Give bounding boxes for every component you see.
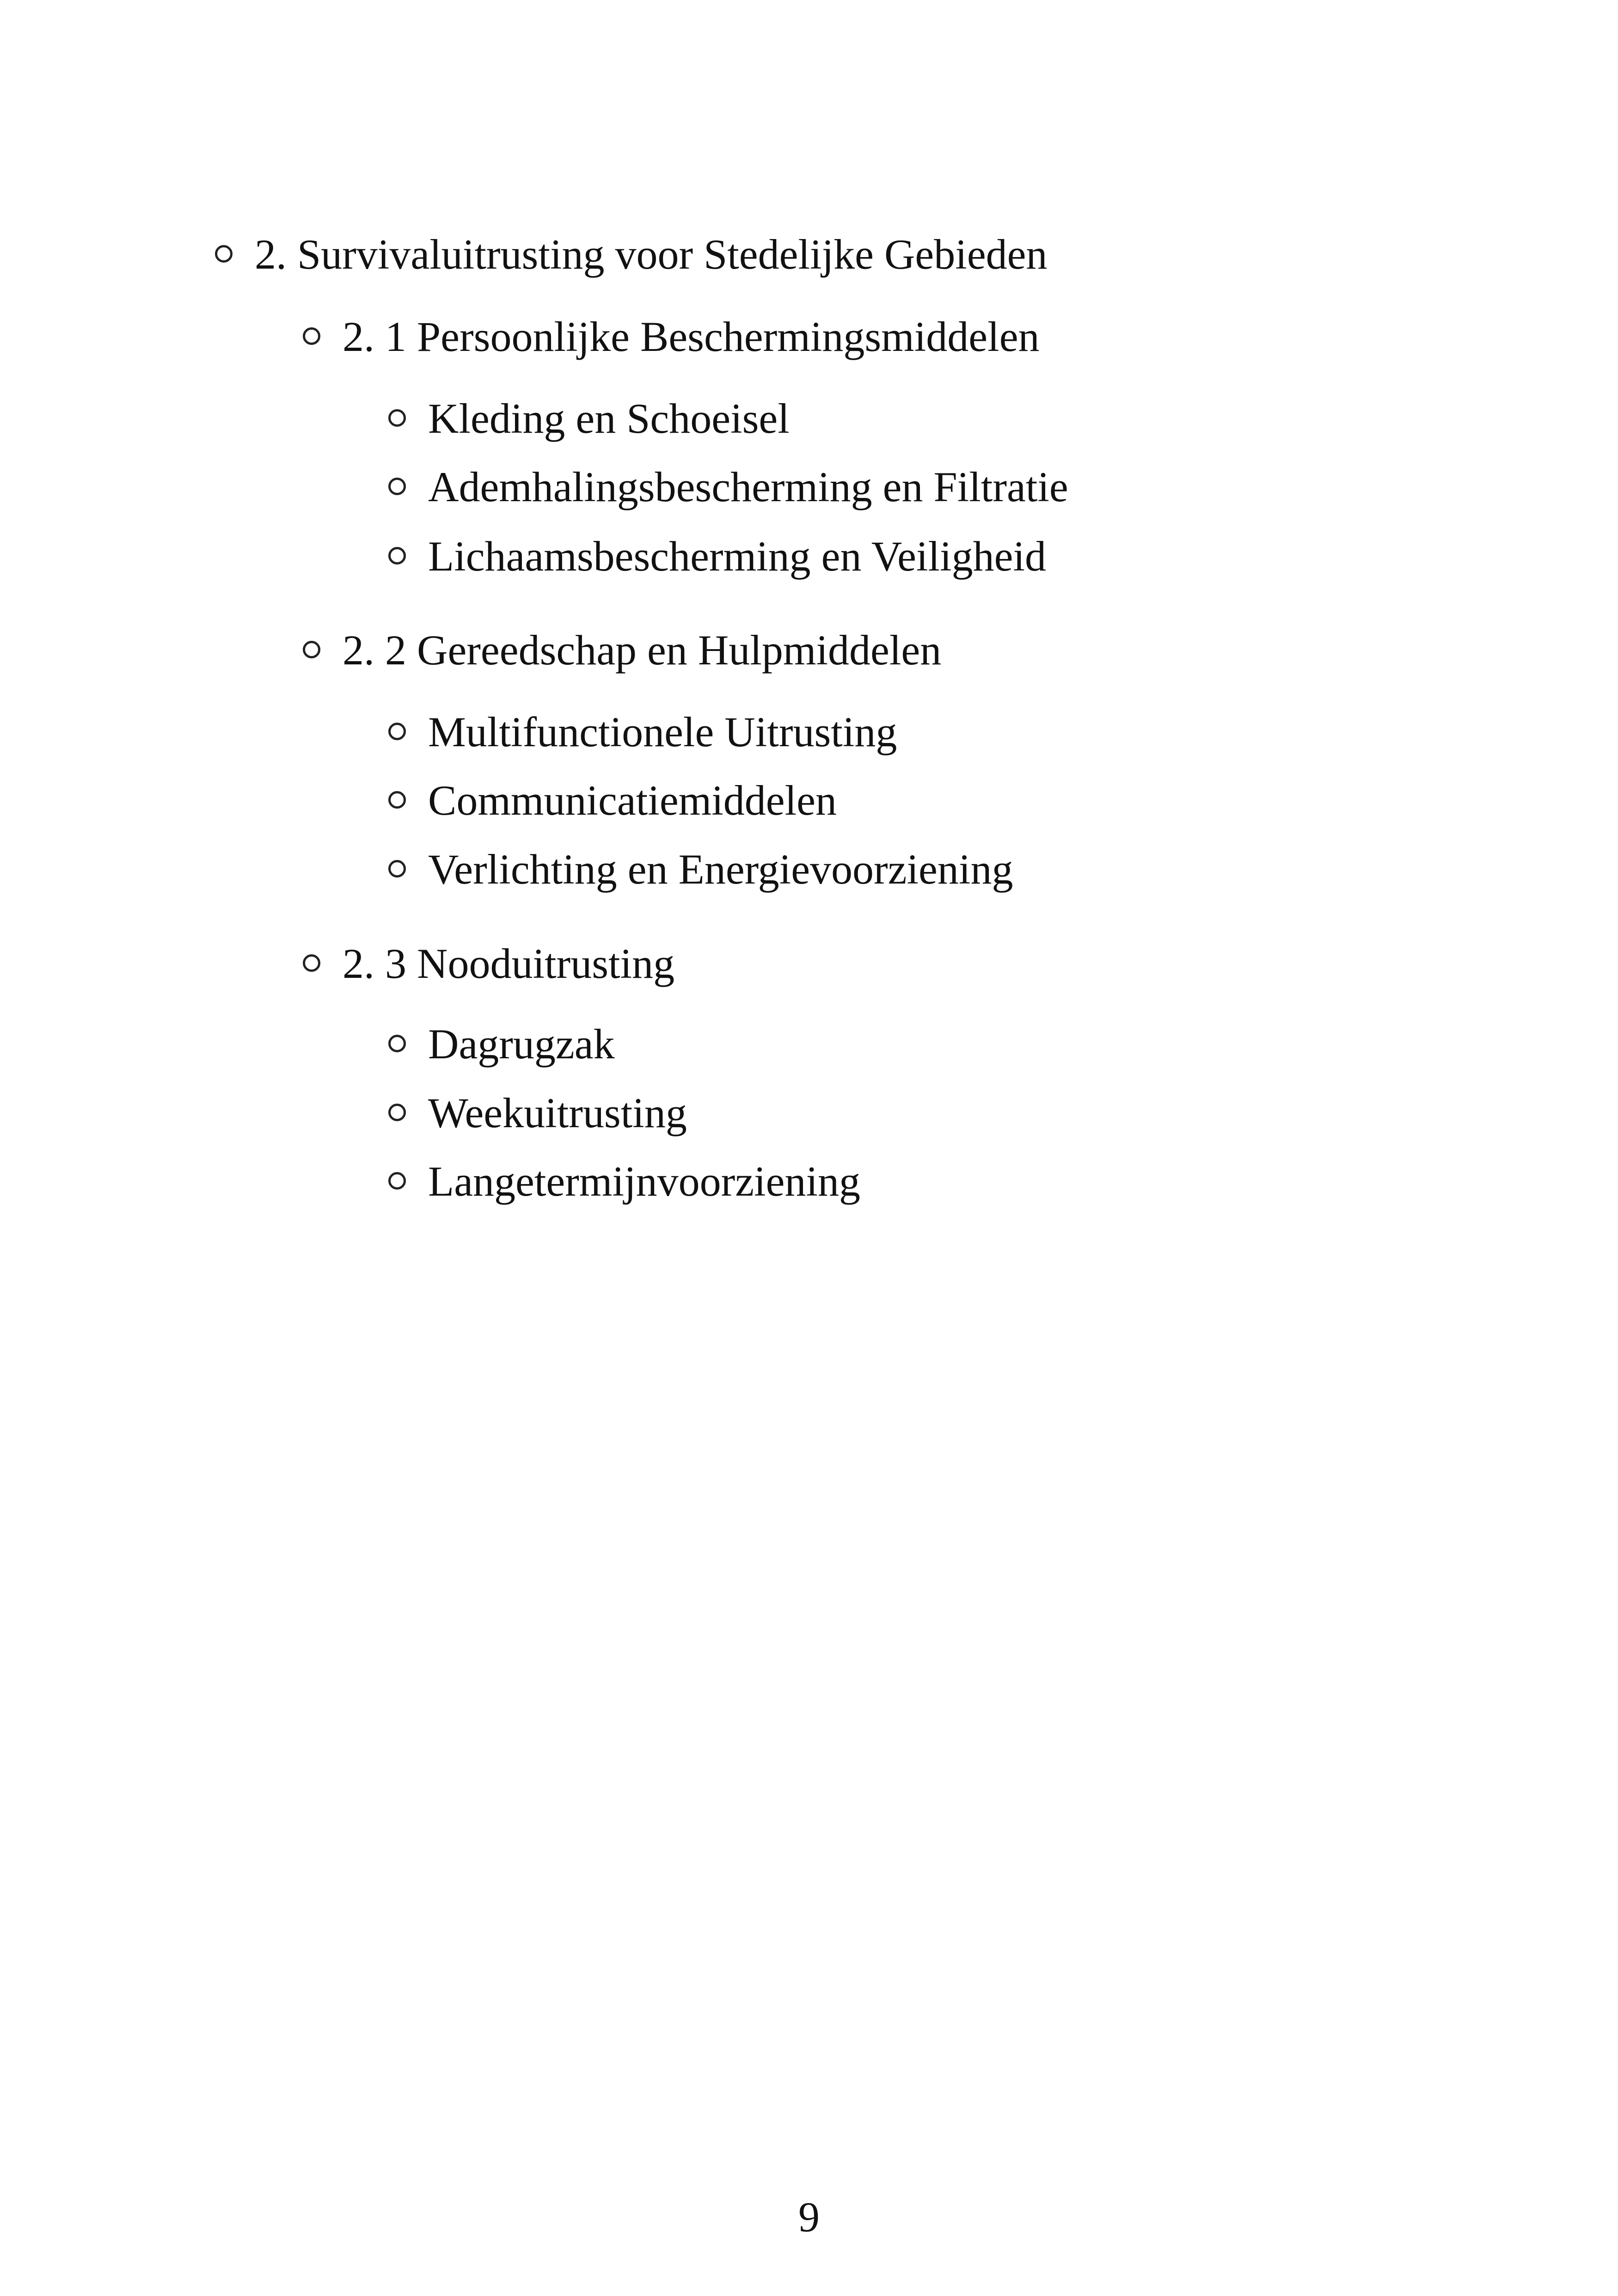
hollow-circle-bullet-icon [303,954,320,972]
toc-item-label: Lichaamsbescherming en Veiligheid [428,533,1047,580]
hollow-circle-bullet-icon [388,1035,406,1052]
hollow-circle-bullet-icon [215,245,233,263]
toc-item-label: Multifunctionele Uitrusting [428,708,897,755]
toc-item-label: Ademhalingsbescherming en Filtratie [428,463,1068,510]
hollow-circle-bullet-icon [303,327,320,345]
hollow-circle-bullet-icon [388,409,406,427]
hollow-circle-bullet-icon [388,478,406,495]
toc-subsection-label: 2. 1 Persoonlijke Beschermingsmiddelen [343,313,1040,360]
toc-item-label: Weekuitrusting [428,1089,687,1136]
toc-item-label: Kleding en Schoeisel [428,395,790,442]
page-number: 9 [798,2193,820,2241]
hollow-circle-bullet-icon [388,860,406,878]
hollow-circle-bullet-icon [388,723,406,740]
toc-item-label: Dagrugzak [428,1020,615,1068]
toc-section-label: 2. Survivaluitrusting voor Stedelijke Gebieden [255,231,1048,278]
hollow-circle-bullet-icon [388,1104,406,1121]
toc-item-label: Verlichting en Energievoorziening [428,846,1013,893]
hollow-circle-bullet-icon [303,641,320,658]
toc-subsection-label: 2. 3 Nooduitrusting [343,940,675,987]
hollow-circle-bullet-icon [388,1172,406,1190]
hollow-circle-bullet-icon [388,547,406,565]
hollow-circle-bullet-icon [388,791,406,809]
toc-item-label: Langetermijnvoorziening [428,1158,861,1205]
toc-subsection-label: 2. 2 Gereedschap en Hulpmiddelen [343,626,942,674]
toc-item-label: Communicatiemiddelen [428,777,837,824]
